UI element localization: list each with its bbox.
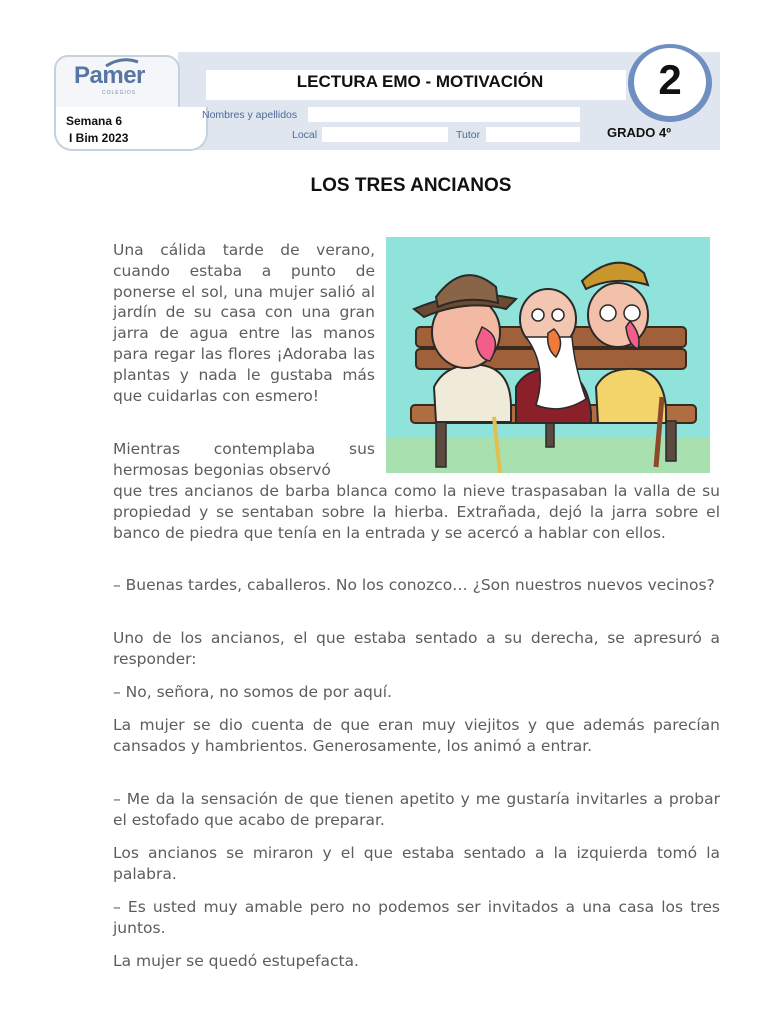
tutor-field-label: Tutor (456, 129, 481, 141)
session-number: 2 (658, 56, 682, 103)
school-logo: Pamer (74, 62, 145, 89)
week-label: Semana 6 (66, 114, 123, 128)
worksheet-title: LECTURA EMO - MOTIVACIÓN (296, 72, 544, 91)
story-title: LOS TRES ANCIANOS (310, 175, 512, 196)
local-field-label: Local (292, 129, 318, 141)
paragraph-7: – Me da la sensación de que tienen apetito y me gustaría invitarles a probar el estofado que acabo de preparar. (113, 790, 720, 829)
paragraph-5: – No, señora, no somos de por aquí. (113, 683, 392, 701)
paragraph-8: Los ancianos se miraron y el que estaba sentado a la izquierda tomó la palabra. (113, 844, 720, 883)
local-field[interactable] (322, 127, 448, 142)
grade-label: GRADO 4º (607, 125, 671, 140)
paragraph-1: Una cálida tarde de verano, cuando estaba a punto de ponerse el sol, una mujer salió al jardín de su casa con una gran jarra de agua entre las manos para regar las flores ¡Adoraba las plantas y nada le gustaba más que cuidarlas con esmero! (113, 241, 375, 405)
paragraph-2: Mientras contemplaba sus hermosas begonias observó (113, 440, 375, 479)
three-old-men-illustration (386, 237, 710, 473)
paragraph-2-cont: que tres ancianos de barba blanca como la nieve traspasaban la valla de su propiedad y se sentaban sobre la hierba. Extrañada, dejó la jarra sobre el banco de piedra que tenía en la entrada y se acercó a hablar con ellos. (113, 482, 720, 542)
paragraph-6: La mujer se dio cuenta de que eran muy viejitos y que además parecían cansados y hambrientos. Generosamente, los animó a entrar. (113, 716, 720, 755)
paragraph-3: – Buenas tardes, caballeros. No los conozco… ¿Son nuestros nuevos vecinos? (113, 576, 715, 594)
paragraph-4: Uno de los ancianos, el que estaba sentado a su derecha, se apresuró a responder: (113, 629, 720, 668)
tutor-field[interactable] (486, 127, 580, 142)
bimester-label: I Bim 2023 (69, 131, 129, 145)
paragraph-9: – Es usted muy amable pero no podemos ser invitados a una casa los tres juntos. (113, 898, 720, 937)
school-logo-sub: COLEGIOS (102, 90, 137, 96)
paragraph-10: La mujer se quedó estupefacta. (113, 952, 359, 970)
name-field-label: Nombres y apellidos (202, 109, 298, 121)
name-field[interactable] (308, 107, 580, 122)
